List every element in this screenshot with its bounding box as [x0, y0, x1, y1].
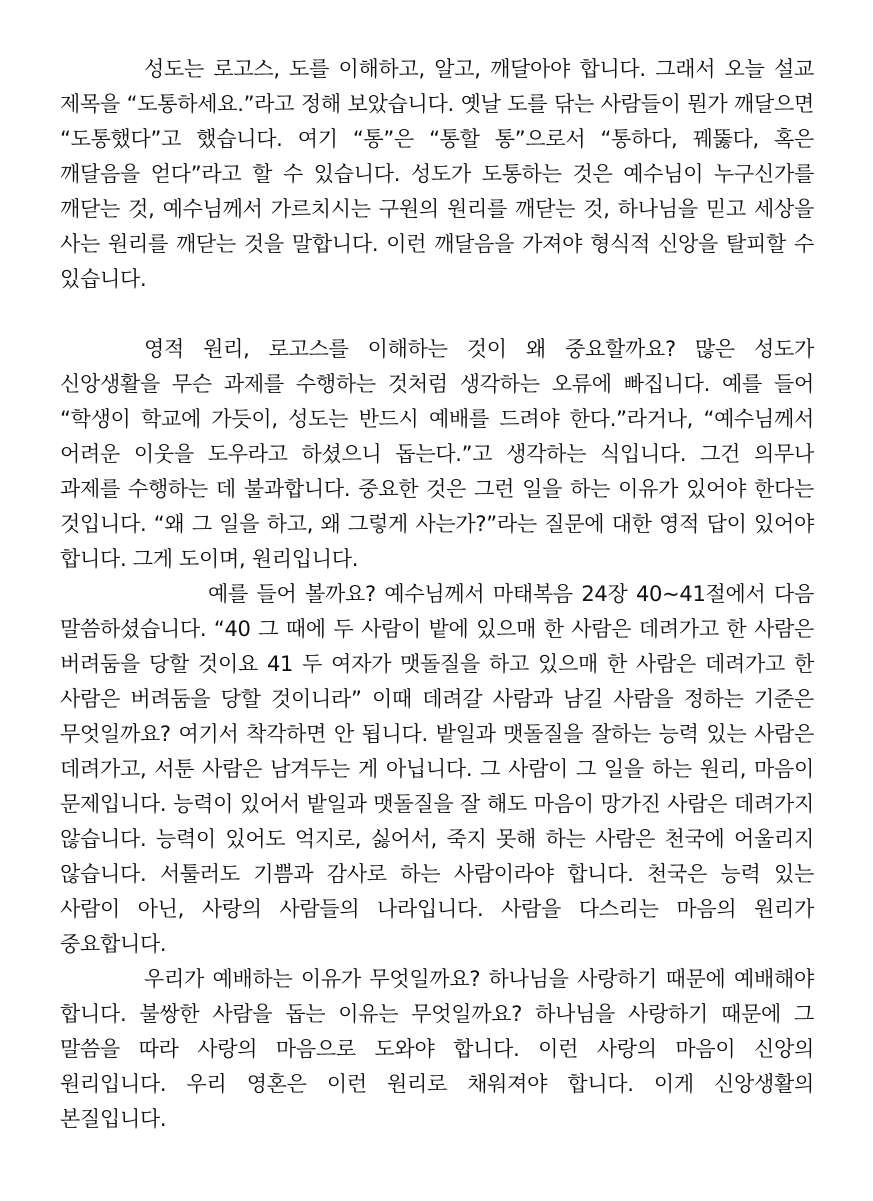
paragraph-2: 영적 원리, 로고스를 이해하는 것이 왜 중요할까요? 많은 성도가 신앙생활을 무슨 과제를 수행하는 것처럼 생각하는 오류에 빠집니다. 예를 들어 “학생이 학교에 가듯이, 성도는 반드시 예배를 드려야 한다.”라거나, “예수님께서 어려운 이웃을 도우라고 하셨으니 돕는다.”고 생각하는 식입니다. 그건 의무나 과제를 수행하는 데 불과합니다. 중요한 것은 그런 일을 하는 이유가 있어야 한다는 것입니다. “왜 그 일을 하고, 왜 그렇게 사는가?”라는 질문에 대한 영적 답이 있어야 합니다. 그게 도이며, 원리입니다. [60, 337, 814, 571]
document-body [60, 52, 814, 1137]
paragraph-4: 우리가 예배하는 이유가 무엇일까요? 하나님을 사랑하기 때문에 예배해야 합니다. 불쌍한 사람을 돕는 이유는 무엇일까요? 하나님을 사랑하기 때문에 그 말씀을 따라 사랑의 마음으로 도와야 합니다. 이런 사랑의 마음이 신앙의 원리입니다. 우리 영혼은 이런 원리로 채워져야 합니다. 이게 신앙생활의 본질입니다. [60, 967, 814, 1131]
paragraph-3: 예를 들어 볼까요? 예수님께서 마태복음 24장 40~41절에서 다음 말씀하셨습니다. “40 그 때에 두 사람이 밭에 있으매 한 사람은 데려가고 한 사람은 버려둠을 당할 것이요 41 두 여자가 맷돌질을 하고 있으매 한 사람은 데려가고 한 사람은 버려둠을 당할 것이니라” 이때 데려갈 사람과 남길 사람을 정하는 기준은 무엇일까요? 여기서 착각하면 안 됩니다. 밭일과 맷돌질을 잘하는 능력 있는 사람은 데려가고, 서툰 사람은 남겨두는 게 아닙니다. 그 사람이 그 일을 하는 원리, 마음이 문제입니다. 능력이 있어서 밭일과 맷돌질을 잘 해도 마음이 망가진 사람은 데려가지 않습니다. 능력이 있어도 억지로, 싫어서, 죽지 못해 하는 사람은 천국에 어울리지 않습니다. 서툴러도 기쁨과 감사로 하는 사람이라야 합니다. 천국은 능력 있는 사람이 아닌, 사랑의 사람들의 나라입니다. 사람을 다스리는 마음의 원리가 중요합니다. [60, 582, 814, 956]
paragraph-1: 성도는 로고스, 도를 이해하고, 알고, 깨달아야 합니다. 그래서 오늘 설교 제목을 “도통하세요.”라고 정해 보았습니다. 옛날 도를 닦는 사람들이 뭔가 깨달으면 “도통했다”고 했습니다. 여기 “통”은 “통할 통”으로서 “통하다, 꿰뚫다, 혹은 깨달음을 얻다”라고 할 수 있습니다. 성도가 도통하는 것은 예수님이 누구신가를 깨닫는 것, 예수님께서 가르치시는 구원의 원리를 깨닫는 것, 하나님을 믿고 세상을 사는 원리를 깨닫는 것을 말합니다. 이런 깨달음을 가져야 형식적 신앙을 탈피할 수 있습니다. [60, 57, 814, 291]
